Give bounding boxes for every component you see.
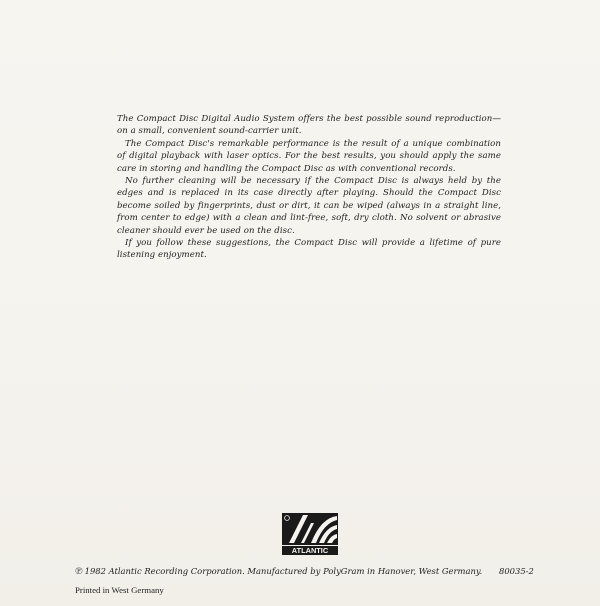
catalog-number: 80035-2 [499,566,534,576]
copyright-line [75,566,545,577]
notice-paragraph-1: The Compact Disc Digital Audio System offers the best possible sound reproduction—on a small, convenient sound-carrier unit. [117,114,501,137]
phonogram-symbol: ℗ [75,566,83,577]
copyright-text: 1982 Atlantic Recording Corporation. Manufactured by PolyGram in Hanover, West Germany. [84,566,483,576]
cd-care-notice [117,113,501,262]
atlantic-logo-icon [281,512,339,556]
logo-wordmark: ATLANTIC [291,546,329,556]
notice-paragraph-3: No further cleaning will be necessary if the Compact Disc is always held by the edges and is replaced in its case directly after playing. Should the Compact Disc become soiled by fingerprints, dust or dirt, it can be wiped (always in a straight line, from center to edge) with a clean and lint-free, soft, dry cloth. No solvent or abrasive cleaner should ever be used on the disc. [117,176,501,236]
notice-paragraph-4: If you follow these suggestions, the Compact Disc will provide a lifetime of pure listening enjoyment. [117,238,501,261]
notice-paragraph-2: The Compact Disc's remarkable performance is the result of a unique combination of digital playback with laser optics. For the best results, you should apply the same care in storing and handling the Compact Disc as with conventional records. [117,138,501,174]
printed-in-note: Printed in West Germany [75,585,164,595]
